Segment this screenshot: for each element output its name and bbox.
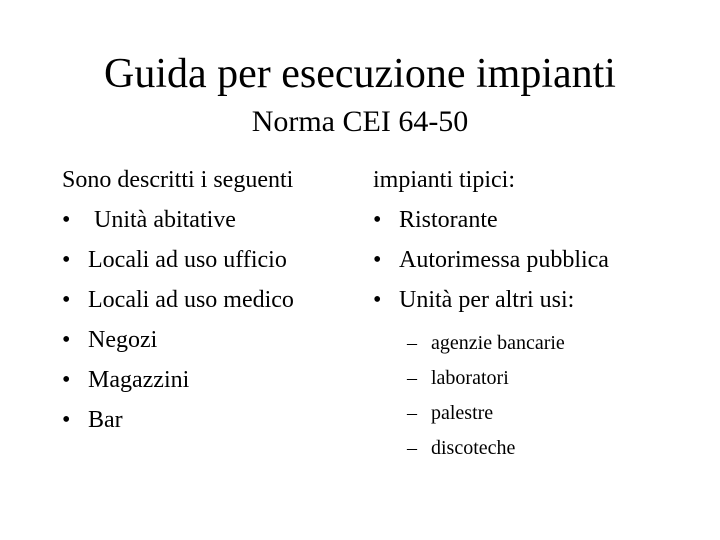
bullet-icon: • — [62, 407, 71, 433]
right-sub-list — [373, 326, 703, 466]
bullet-icon: • — [373, 247, 382, 273]
list-item — [62, 200, 352, 240]
sub-list-item — [373, 326, 703, 361]
bullet-icon: • — [373, 207, 382, 233]
right-column — [373, 160, 703, 466]
right-intro-text: impianti tipici: — [373, 167, 515, 193]
sub-list-item-text: discoteche — [431, 437, 516, 459]
dash-icon: – — [407, 332, 417, 354]
sub-list-item-text: laboratori — [431, 367, 509, 389]
bullet-icon: • — [62, 327, 71, 353]
list-item — [62, 320, 352, 360]
bullet-icon: • — [62, 287, 71, 313]
sub-list-item — [373, 361, 703, 396]
bullet-icon: • — [62, 367, 71, 393]
bullet-icon: • — [373, 287, 382, 313]
left-intro-text: Sono descritti i seguenti — [62, 167, 294, 193]
list-item — [62, 360, 352, 400]
sub-list-item — [373, 431, 703, 466]
left-bullet-list — [62, 200, 352, 440]
list-item — [373, 240, 703, 280]
list-item — [62, 400, 352, 440]
dash-icon: – — [407, 367, 417, 389]
list-item-text: Autorimessa pubblica — [399, 247, 609, 273]
list-item — [373, 200, 703, 240]
list-item-text: Unità abitative — [94, 207, 236, 233]
list-item-text: Unità per altri usi: — [399, 287, 575, 313]
list-item-text: Ristorante — [399, 207, 498, 233]
slide-title: Guida per esecuzione impianti — [104, 51, 616, 97]
right-bullet-list — [373, 200, 703, 320]
list-item-text: Locali ad uso medico — [88, 287, 294, 313]
list-item-text: Negozi — [88, 327, 158, 353]
sub-list-item-text: palestre — [431, 402, 494, 424]
slide-subtitle: Norma CEI 64-50 — [251, 105, 469, 138]
list-item — [62, 280, 352, 320]
dash-icon: – — [407, 402, 417, 424]
sub-list-item — [373, 396, 703, 431]
list-item-text: Bar — [88, 407, 123, 433]
left-column — [62, 160, 352, 440]
sub-list-item-text: agenzie bancarie — [431, 332, 565, 354]
dash-icon: – — [407, 437, 417, 459]
list-item — [62, 240, 352, 280]
bullet-icon: • — [62, 247, 71, 273]
list-item-text: Magazzini — [88, 367, 190, 393]
list-item-text: Locali ad uso ufficio — [88, 247, 287, 273]
bullet-icon: • — [62, 207, 71, 233]
list-item — [373, 280, 703, 320]
